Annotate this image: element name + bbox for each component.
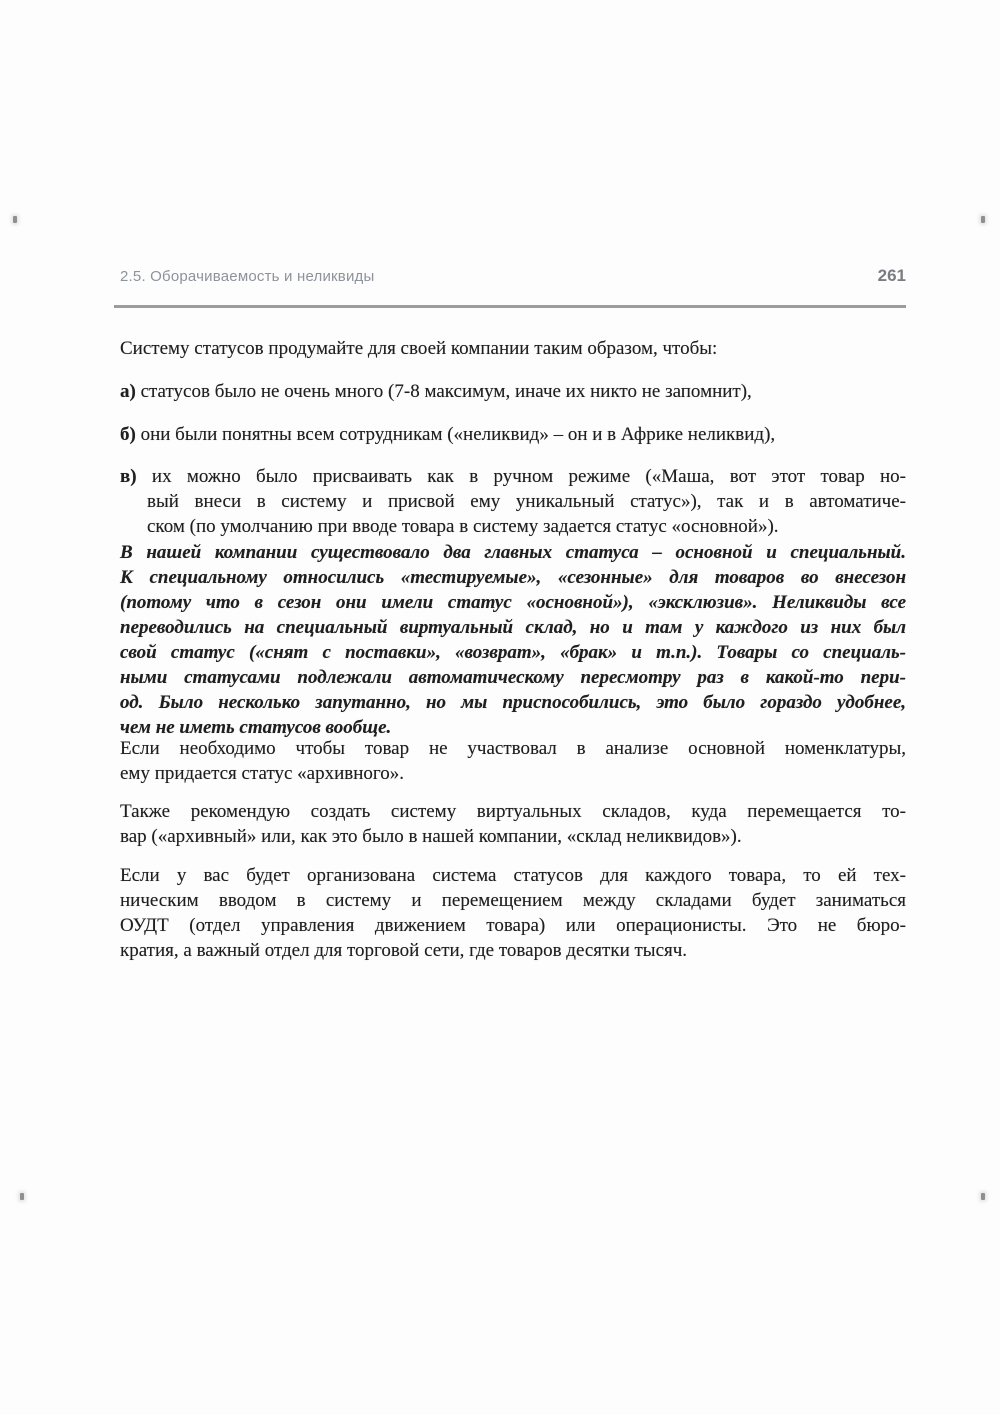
scan-artifact-mark — [981, 216, 985, 223]
text-line: Также рекомендую создать систему виртуальных складов, куда перемещается то- — [120, 801, 906, 822]
text-line: ными статусами подлежали автоматическому пересмотру раз в какой-то пери- — [120, 667, 906, 688]
text-line: переводились на специальный виртуальный склад, но и там у каждого из них был — [120, 617, 906, 638]
text-line: чем не иметь статусов вообще. — [120, 717, 392, 738]
text-line: кратия, а важный отдел для торговой сети, где товаров десятки тысяч. — [120, 940, 688, 961]
text-line: ническим вводом в систему и перемещением между складами будет заниматься — [120, 890, 906, 911]
paragraph-intro — [120, 336, 906, 361]
running-header — [120, 266, 906, 286]
text-line: ему придается статус «архивного». — [120, 763, 404, 784]
list-marker-b: б) — [120, 424, 136, 445]
text-line: од. Было несколько запутанно, но мы приспособились, это было гораздо удобнее, — [120, 692, 906, 713]
text-line: В нашей компании существовало два главных статуса – основной и специальный. — [120, 542, 906, 563]
text-line: К специальному относились «тестируемые», «сезонные» для товаров во внесезон — [120, 567, 906, 588]
list-marker-a: а) — [120, 381, 136, 402]
list-item-b — [120, 422, 906, 447]
text-line — [120, 422, 906, 447]
scan-artifact-mark — [13, 216, 17, 223]
text-line — [120, 464, 906, 489]
text-line: Если у вас будет организована система статусов для каждого товара, то ей тех- — [120, 865, 906, 886]
text-line: ском (по умолчанию при вводе товара в систему задается статус «основной»). — [147, 516, 779, 537]
text-line — [120, 379, 906, 404]
text-line: (потому что в сезон они имели статус «основной»), «эксклюзив». Неликвиды все — [120, 592, 906, 613]
text-line: вар («архивный» или, как это было в нашей компании, «склад неликвидов»). — [120, 826, 742, 847]
scan-artifact-mark — [981, 1193, 985, 1200]
list-item-v — [120, 464, 906, 539]
text-line: Если необходимо чтобы товар не участвовал в анализе основной номенклатуры, — [120, 738, 906, 759]
paragraph-archive-status — [120, 736, 906, 786]
text-line: вый внеси в систему и присвой ему уникальный статус»), так и в автоматиче- — [147, 491, 906, 512]
list-item-a — [120, 379, 906, 404]
running-header-section-label: 2.5. Оборачиваемость и неликвиды — [120, 268, 375, 285]
text-line: свой статус («снят с поставки», «возврат», «брак» и т.п.). Товары со специаль- — [120, 642, 906, 663]
page-number: 261 — [877, 266, 906, 285]
list-item-a-text: статусов было не очень много (7-8 максимум, иначе их никто не запомнит), — [140, 381, 752, 402]
list-marker-v: в) — [120, 466, 137, 487]
text-line: ОУДТ (отдел управления движением товара) или операционисты. Это не бюро- — [120, 915, 906, 936]
text-line: Систему статусов продумайте для своей компании таким образом, чтобы: — [120, 338, 718, 359]
scan-artifact-mark — [20, 1193, 24, 1200]
paragraph-note-italic — [120, 540, 906, 740]
paragraph-oudt — [120, 863, 906, 963]
list-item-v-text: их можно было присваивать как в ручном режиме («Маша, вот этот товар но- — [151, 466, 906, 487]
list-item-b-text: они были понятны всем сотрудникам («неликвид» – он и в Африке неликвид), — [140, 424, 776, 445]
paragraph-virtual-warehouses — [120, 799, 906, 849]
header-divider-rule — [114, 305, 906, 308]
